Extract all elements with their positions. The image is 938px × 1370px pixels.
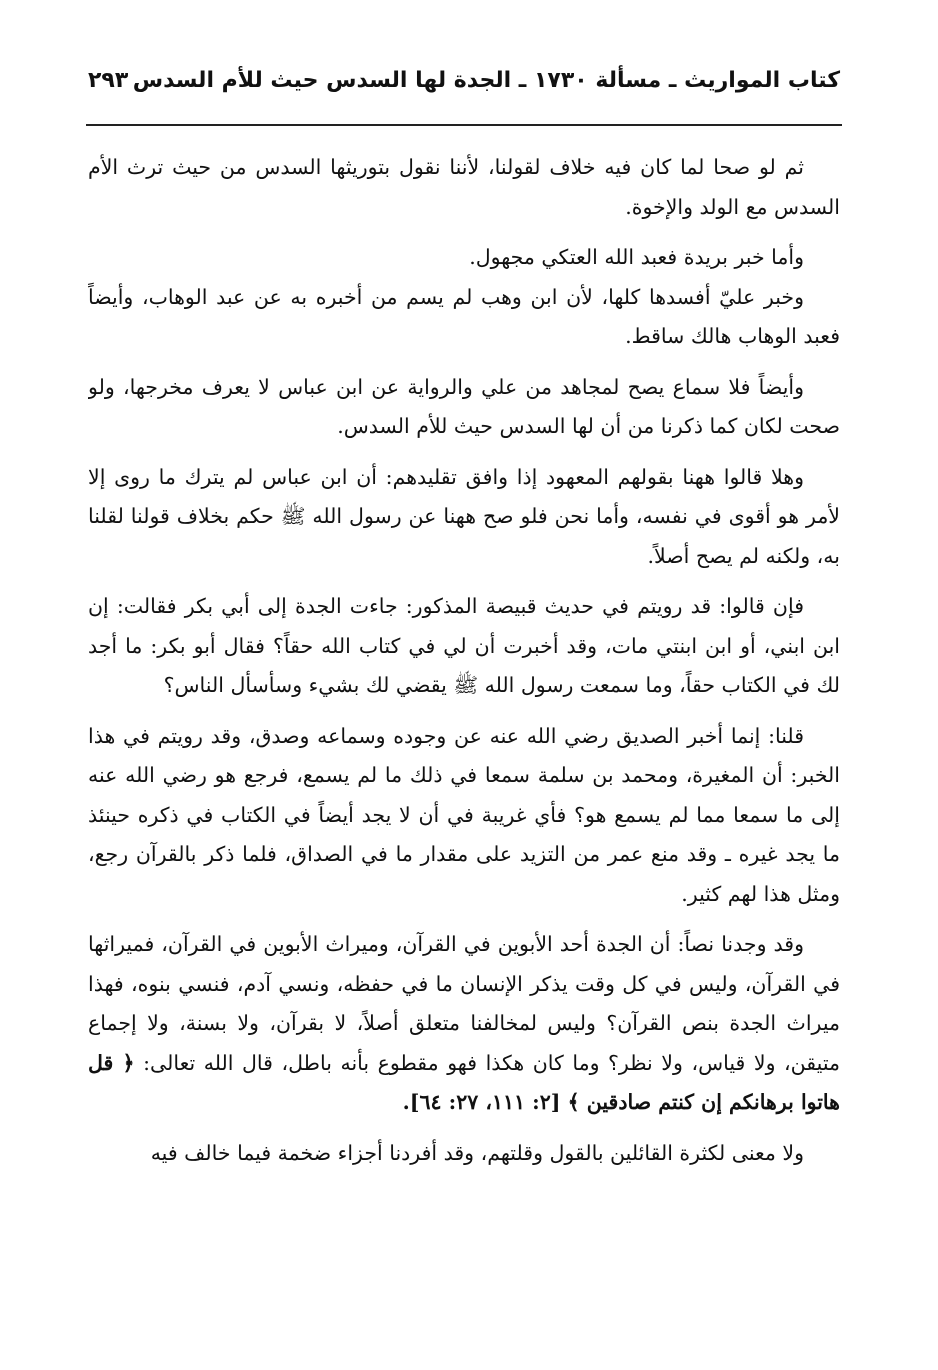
paragraph: وأما خبر بريدة فعبد الله العتكي مجهول. bbox=[469, 245, 804, 269]
running-title: كتاب المواريث ـ مسألة ١٧٣٠ ـ الجدة لها السدس حيث للأم السدس bbox=[132, 68, 840, 93]
header-rule bbox=[86, 124, 842, 126]
page-header bbox=[88, 68, 840, 108]
paragraph: فإن قالوا: قد رويتم في حديث قبيصة المذكور: جاءت الجدة إلى أبي بكر فقالت: إن ابن ابني، أو ابن ابنتي مات، وقد أخبرت أن لي في كتاب الله حقاً؟ فقال أبو بكر: ما أجد لك في الكتاب حقاً، وما سمعت رسول الله ﷺ يقضي لك بشيء وسأسأل الناس؟ bbox=[88, 594, 840, 697]
paragraph: ثم لو صحا لما كان فيه خلاف لقولنا، لأننا نقول بتوريثها السدس من حيث ترث الأم السدس مع الولد والإخوة. bbox=[88, 155, 840, 219]
paragraph: وخبر عليّ أفسدها كلها، لأن ابن وهب لم يسم من أخبره به عن عبد الوهاب، وأيضاً فعبد الوهاب هالك ساقط. bbox=[88, 284, 840, 348]
paragraph: ولا معنى لكثرة القائلين بالقول وقلتهم، وقد أفردنا أجزاء ضخمة فيما خالف فيه bbox=[150, 1140, 804, 1165]
paragraph bbox=[88, 925, 840, 1123]
page-number: ٢٩٣ bbox=[88, 68, 129, 93]
body-text bbox=[88, 148, 840, 1348]
quran-verse: ﴿ قل هاتوا برهانكم إن كنتم صادقين ﴾ [٢: ١١١، ٢٧: ٦٤]. bbox=[88, 1050, 840, 1114]
paragraph: وهلا قالوا ههنا بقولهم المعهود إذا وافق تقليدهم: أن ابن عباس لم يترك ما روى إلا لأمر هو أقوى في نفسه، وأما نحن فلو صح ههنا عن رسول الله ﷺ حكم بخلاف قولنا لقلنا به، ولكنه لم يصح أصلاً. bbox=[88, 464, 840, 568]
paragraph: قلنا: إنما أخبر الصديق رضي الله عنه عن وجوده وسماعه وصدق، وقد رويتم في هذا الخبر: أن المغيرة، ومحمد بن سلمة سمعا في ذلك ما لم يسمع، فرجع هو رضي الله عنه إلى ما سمعا مما لم يسمع هو؟ فأي غريبة في أن لا يجد أيضاً في الكتاب في ذكره حينئذ ما يجد غيره ـ وقد منع عمر من التزيد على مقدار ما في الصداق، فلما ذكر بالقرآن رجع، ومثل هذا لهم كثير. bbox=[88, 723, 840, 906]
paragraph: وأيضاً فلا سماع يصح لمجاهد من علي والرواية عن ابن عباس لا يعرف مخرجها، ولو صحت لكان كما ذكرنا من أن لها السدس حيث للأم السدس. bbox=[88, 374, 840, 438]
paragraph-text: وقد وجدنا نصاً: أن الجدة أحد الأبوين في القرآن، وميراث الأبوين في القرآن، فميراثها في القرآن، وليس في كل وقت يذكر الإنسان ما في حفظه، ونسي آدم، فنسي بنوه، فهذا ميراث الجدة بنص القرآن؟ وليس لمخالفنا متعلق أصلاً، لا بقرآن، ولا بسنة، ولا إجماع متيقن، ولا قياس، ولا نظر؟ وما كان هكذا فهو مقطوع بأنه باطل، قال الله تعالى: bbox=[88, 932, 840, 1075]
